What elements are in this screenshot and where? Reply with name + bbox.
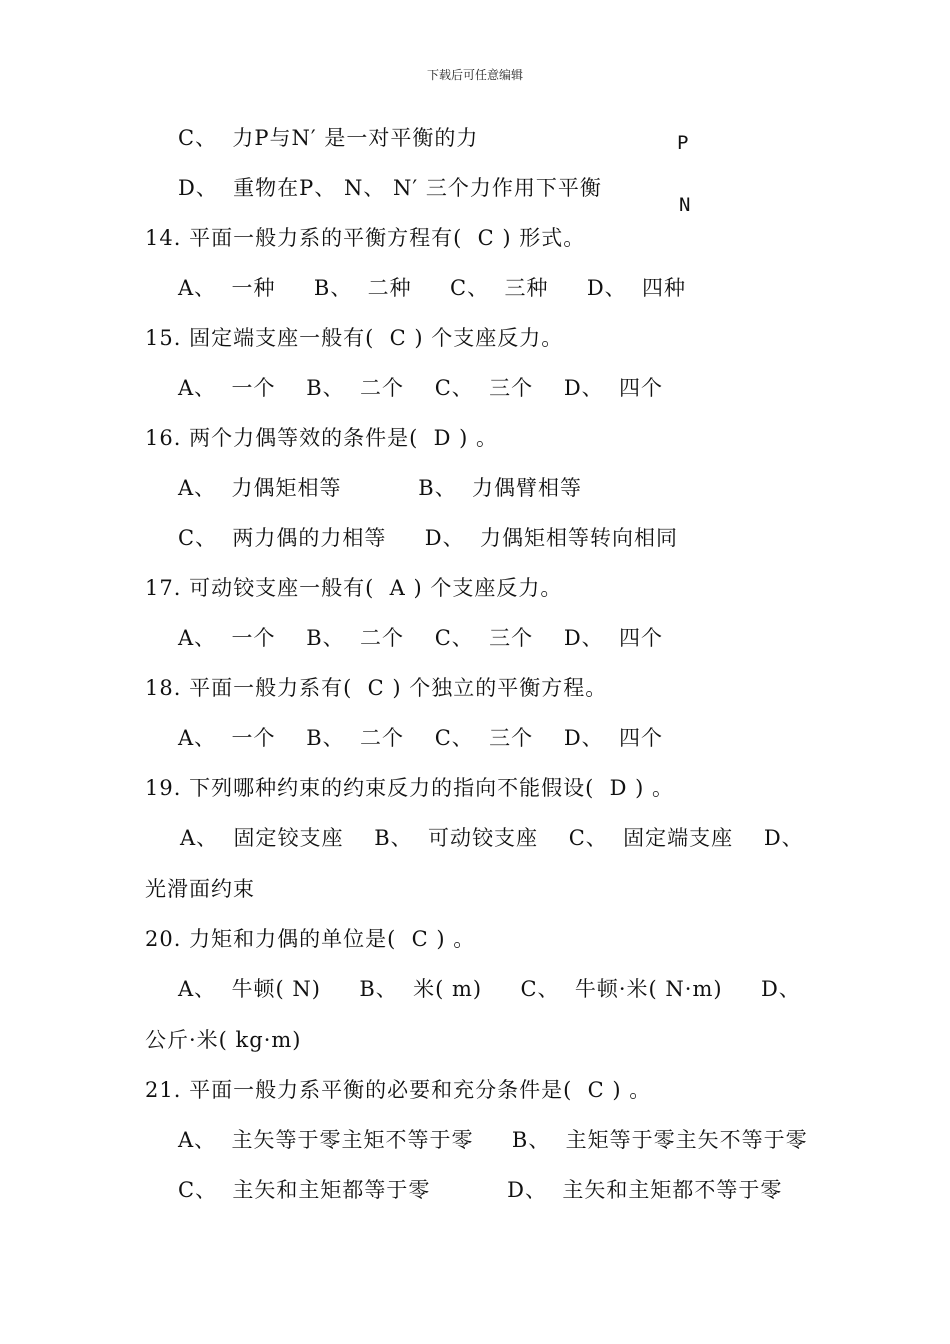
question-19: 19. 下列哪种约束的约束反力的指向不能假设( D ) 。 — [145, 776, 674, 800]
q17-options: A、 一个 B、 二个 C、 三个 D、 四个 — [178, 626, 664, 650]
figure-label-p: P — [677, 132, 689, 154]
q20-options: A、 牛顿( N) B、 米( m) C、 牛顿·米( N·m) D、 — [178, 977, 801, 1001]
q19-options: A、 固定铰支座 B、 可动铰支座 C、 固定端支座 D、 — [180, 826, 804, 850]
q16-options-ab: A、 力偶矩相等 B、 力偶臂相等 — [178, 476, 583, 500]
page-header: 下载后可任意编辑 — [426, 68, 523, 82]
q15-options: A、 一个 B、 二个 C、 三个 D、 四个 — [178, 376, 664, 400]
q14-options: A、 一种 B、 二种 C、 三种 D、 四种 — [178, 276, 687, 300]
q13-option-d: D、 重物在P、 N、 N′ 三个力作用下平衡 — [178, 176, 602, 200]
figure-label-n: N — [679, 194, 691, 216]
question-14: 14. 平面一般力系的平衡方程有( C ) 形式。 — [145, 226, 586, 250]
q21-options-cd: C、 主矢和主矩都等于零 D、 主矢和主矩都不等于零 — [178, 1178, 783, 1202]
question-17: 17. 可动铰支座一般有( A ) 个支座反力。 — [145, 576, 563, 600]
q19-options-cont: 光滑面约束 — [145, 877, 255, 901]
q21-options-ab: A、 主矢等于零主矩不等于零 B、 主矩等于零主矢不等于零 — [178, 1128, 808, 1152]
question-15: 15. 固定端支座一般有( C ) 个支座反力。 — [145, 326, 564, 350]
q18-options: A、 一个 B、 二个 C、 三个 D、 四个 — [178, 726, 664, 750]
q16-options-cd: C、 两力偶的力相等 D、 力偶矩相等转向相同 — [178, 526, 678, 550]
q13-option-c: C、 力P与N′ 是一对平衡的力 — [178, 126, 479, 150]
question-20: 20. 力矩和力偶的单位是( C ) 。 — [145, 927, 476, 951]
question-16: 16. 两个力偶等效的条件是( D ) 。 — [145, 426, 498, 450]
question-18: 18. 平面一般力系有( C ) 个独立的平衡方程。 — [145, 676, 608, 700]
q20-options-cont: 公斤·米( kg·m) — [145, 1028, 302, 1052]
question-21: 21. 平面一般力系平衡的必要和充分条件是( C ) 。 — [145, 1078, 652, 1102]
